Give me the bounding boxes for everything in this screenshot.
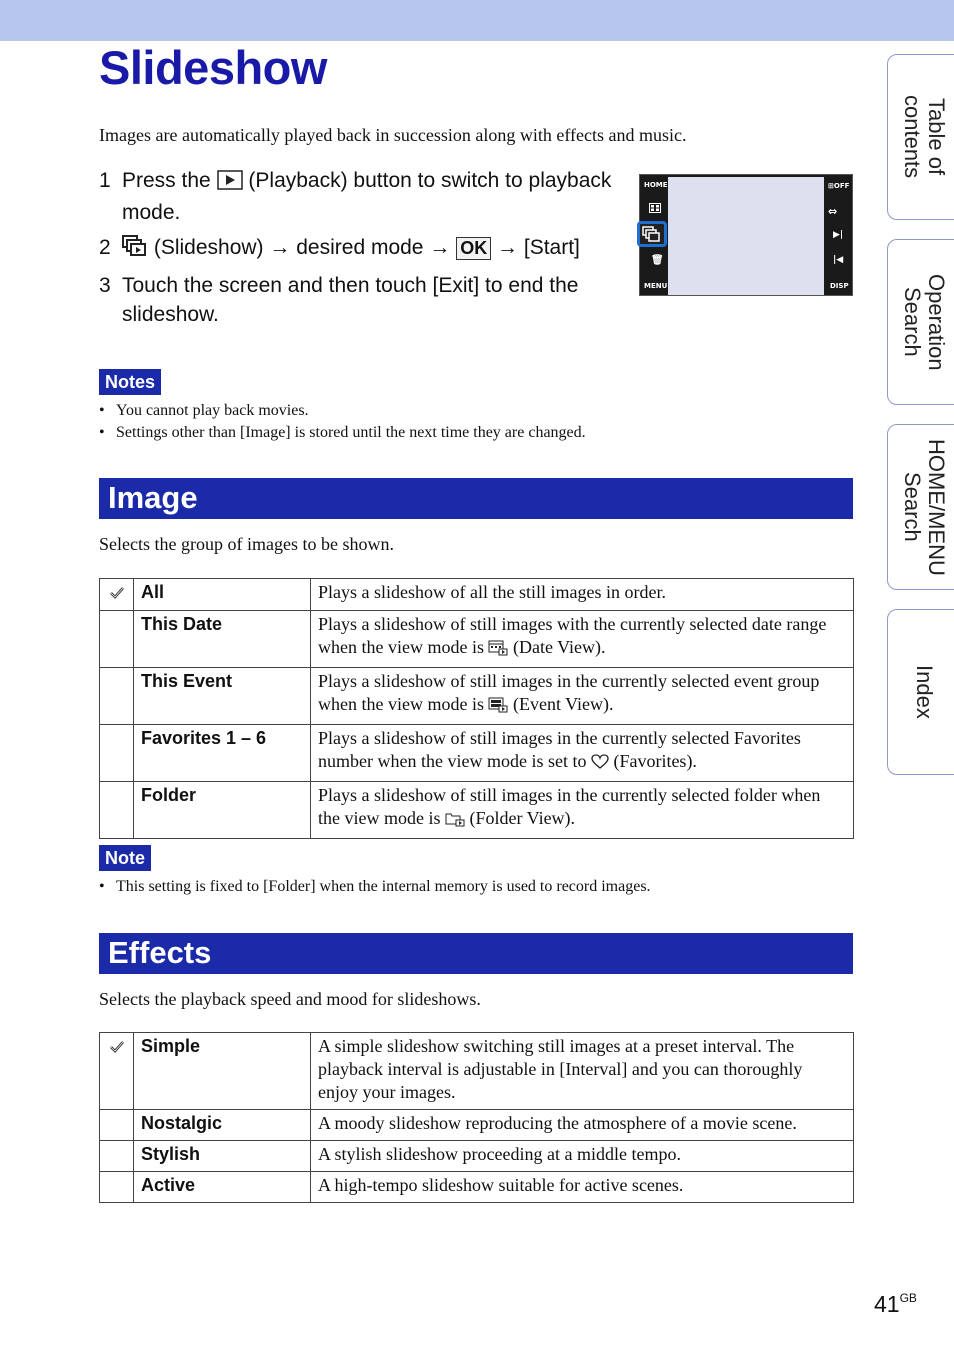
option-desc: Plays a slideshow of still images in the currently selected event group when the view mode is (Event View). [311, 668, 854, 725]
page-number: $41^{GB}$ [874, 1291, 917, 1317]
tab-home-menu-search[interactable] [887, 424, 954, 590]
image-options-table [99, 578, 854, 839]
tab-index[interactable] [887, 609, 954, 775]
option-name: Favorites 1 – 6 [134, 725, 311, 782]
table-row [100, 1172, 854, 1203]
screen-off-icon: ⊞OFF [828, 182, 850, 190]
effects-options-table [99, 1032, 854, 1203]
option-desc: Plays a slideshow of still images in the currently selected folder when the view mode is (Folder View). [311, 782, 854, 839]
option-name: All [134, 579, 311, 611]
step-text: desired mode [296, 236, 424, 259]
table-row [100, 782, 854, 839]
slideshow-icon [122, 235, 148, 265]
index-icon [649, 203, 661, 215]
arrow-icon: → [429, 236, 451, 259]
table-row [100, 1110, 854, 1141]
option-desc: Plays a slideshow of all the still images in order. [311, 579, 854, 611]
option-desc: Plays a slideshow of still images with the currently selected date range when the view mode is (Date View). [311, 611, 854, 668]
tab-operation-search[interactable] [887, 239, 954, 405]
list-item: • This setting is fixed to [Folder] when the internal memory is used to record images. [99, 876, 839, 898]
step-text: [Start] [523, 236, 580, 259]
arrow-icon: → [497, 236, 519, 259]
notes-list [99, 400, 839, 444]
delete-icon: 🗑 [651, 255, 664, 266]
option-name: Nostalgic [134, 1110, 311, 1141]
tab-table-of-contents[interactable] [887, 54, 954, 220]
step-1 [99, 166, 619, 227]
ok-button-icon: OK [456, 237, 491, 260]
favorites-icon [591, 753, 609, 776]
camera-screen-illustration [639, 174, 853, 296]
table-row [100, 1141, 854, 1172]
list-item: • You cannot play back movies. [99, 400, 839, 422]
option-name: Stylish [134, 1141, 311, 1172]
top-banner [0, 0, 954, 41]
option-name: Active [134, 1172, 311, 1203]
menu-label: MENU [644, 282, 668, 290]
intro-text: Images are automatically played back in succession along with effects and music. [99, 125, 687, 145]
option-name: This Event [134, 668, 311, 725]
lcd-screen [668, 177, 824, 295]
step-2 [99, 233, 619, 265]
option-desc: A stylish slideshow proceeding at a middle tempo. [311, 1141, 854, 1172]
option-name: Simple [134, 1033, 311, 1110]
previous-icon: |◀ [833, 255, 844, 265]
disp-label: DISP [830, 282, 849, 290]
table-row [100, 579, 854, 611]
next-icon: ▶| [833, 230, 844, 240]
effects-section-desc: Selects the playback speed and mood for slideshows. [99, 989, 481, 1009]
option-name: This Date [134, 611, 311, 668]
notes-badge: Notes [99, 369, 161, 395]
steps-list [99, 166, 619, 335]
image-section-heading: Image [99, 478, 853, 519]
page-title: Slideshow [99, 41, 327, 94]
option-desc: A moody slideshow reproducing the atmosphere of a movie scene. [311, 1110, 854, 1141]
note-list [99, 876, 839, 898]
slideshow-icon [637, 221, 667, 247]
event-view-icon [488, 696, 508, 719]
option-desc: A high-tempo slideshow suitable for active scenes. [311, 1172, 854, 1203]
note-badge: Note [99, 845, 151, 871]
step-number: 2 [99, 236, 111, 259]
step-text: Touch the screen and then touch [Exit] to end the slideshow. [122, 274, 579, 326]
table-row [100, 611, 854, 668]
home-label: HOME [644, 181, 668, 189]
option-desc: A simple slideshow switching still images at a preset interval. The playback interval is adjustable in [Interval] and you can thoroughly enjoy your images. [311, 1033, 854, 1110]
table-row [100, 1033, 854, 1110]
tab-label: Operation Search [900, 273, 949, 371]
tab-label: Index [912, 665, 937, 719]
image-section-desc: Selects the group of images to be shown. [99, 534, 394, 554]
step-number: 1 [99, 169, 111, 192]
folder-view-icon [445, 810, 465, 833]
table-row [100, 725, 854, 782]
step-number: 3 [99, 274, 111, 297]
list-item: • Settings other than [Image] is stored until the next time they are changed. [99, 422, 839, 444]
step-3 [99, 271, 619, 329]
tab-label: HOME/MENU Search [900, 438, 949, 576]
arrow-icon: → [269, 236, 291, 259]
date-view-icon [488, 639, 508, 662]
default-check-icon [100, 1033, 134, 1110]
tab-label: Table of contents [900, 95, 949, 179]
option-name: Folder [134, 782, 311, 839]
option-desc: Plays a slideshow of still images in the currently selected Favorites number when the view mode is set to (Favorites). [311, 725, 854, 782]
playback-icon [217, 169, 243, 198]
step-text: (Playback) button to switch to playback mode. [122, 169, 612, 224]
rotate-icon: ⇔ [828, 205, 838, 218]
default-check-icon [100, 579, 134, 611]
step-text: Press the [122, 169, 211, 192]
step-text: (Slideshow) [153, 236, 264, 259]
effects-section-heading: Effects [99, 933, 853, 974]
table-row [100, 668, 854, 725]
page-suffix: GB [899, 1291, 917, 1305]
